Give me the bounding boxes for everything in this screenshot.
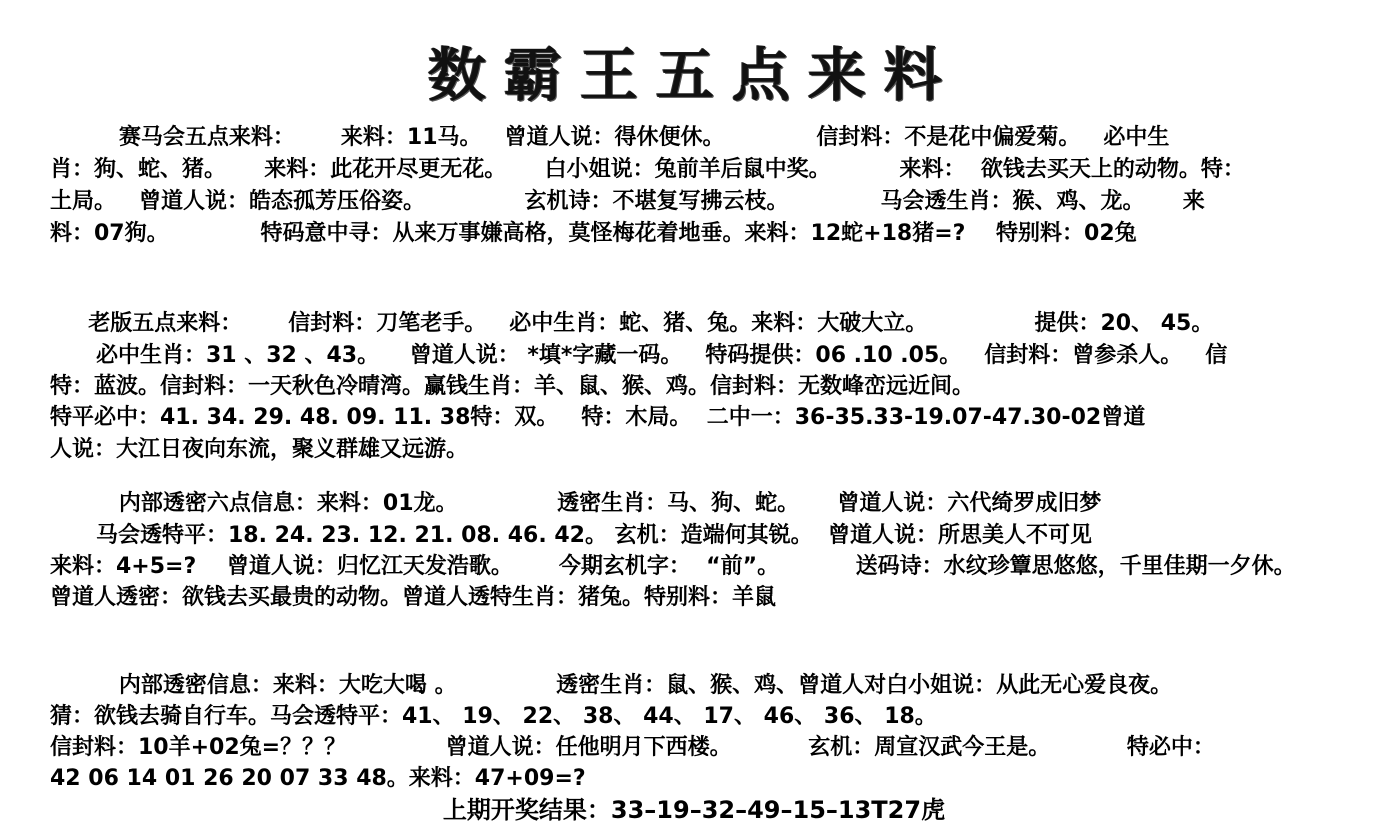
section-4-line-3: 信封料：10羊+02兔=？？？ 曾道人说：任他明月下西楼。 玄机：周宣汉武今王是。 特必中： bbox=[50, 735, 1215, 760]
section-1-line-2: 肖：狗、蛇、猪。 来料：此花开尽更无花。 白小姐说：兔前羊后鼠中奖。 来料： 欲钱去买天上的动物。特： bbox=[50, 157, 1245, 182]
section-2-line-3: 特：蓝波。信封料：一天秋色冷晴湾。赢钱生肖：羊、鼠、猴、鸡。信封料：无数峰峦远近间。 bbox=[50, 374, 975, 399]
section-3-line-4: 曾道人透密：欲钱去买最贵的动物。曾道人透特生肖：猪兔。特别料：羊鼠 bbox=[50, 585, 777, 610]
section-1-line-3: 土局。 曾道人说：皓态孤芳压俗姿。 玄机诗：不堪复写拂云枝。 马会透生肖：猴、鸡、龙。 来 bbox=[50, 189, 1205, 214]
section-1-line-1: 赛马会五点来料： 来料：11马。 曾道人说：得休便休。 信封料：不是花中偏爱菊。 必中生 bbox=[50, 125, 1170, 150]
section-3-line-2: 马会透特平：18. 24. 23. 12. 21. 08. 46. 42。 玄机：造端何其锐。 曾道人说：所思美人不可见 bbox=[50, 523, 1092, 548]
section-4-line-1: 内部透密信息：来料：大吃大喝 。 透密生肖：鼠、猴、鸡、曾道人对白小姐说：从此无心爱良夜。 bbox=[50, 673, 1173, 698]
section-3-line-3: 来料：4+5=? 曾道人说：归忆江天发浩歌。 今期玄机字： “前”。 送码诗：水纹珍簟思悠悠，千里佳期一夕休。 bbox=[50, 554, 1296, 579]
section-2-line-1: 老版五点来料： 信封料：刀笔老手。 必中生肖：蛇、猪、兔。来料：大破大立。 提供：20、 45。 bbox=[50, 311, 1214, 336]
section-2-line-2: 必中生肖：31 、32 、43。 曾道人说： *填*字藏一码。 特码提供：06 .10 .05。 信封料：曾参杀人。 信 bbox=[50, 343, 1228, 368]
page-title: 数霸王五点来料 bbox=[427, 41, 960, 109]
section-4-line-2: 猜：欲钱去骑自行车。马会透特平：41、 19、 22、 38、 44、 17、 46、 36、 18。 bbox=[50, 704, 937, 729]
last-draw-result: 上期开奖结果：33–19–32–49–15–13T27虎 bbox=[442, 796, 946, 824]
section-2-line-5: 人说：大江日夜向东流，聚义群雄又远游。 bbox=[50, 437, 469, 462]
section-2-line-4: 特平必中：41. 34. 29. 48. 09. 11. 38特：双。 特：木局。 二中一：36-35.33-19.07-47.30-02曾道 bbox=[50, 405, 1146, 430]
section-1-line-4: 料：07狗。 特码意中寻：从来万事嫌高格，莫怪梅花着地垂。来料：12蛇+18猪=? 特别料：02兔 bbox=[50, 221, 1137, 246]
section-4-line-4: 42 06 14 01 26 20 07 33 48。来料：47+09=? bbox=[50, 766, 586, 791]
section-3-line-1: 内部透密六点信息：来料：01龙。 透密生肖：马、狗、蛇。 曾道人说：六代绮罗成旧梦 bbox=[50, 491, 1102, 516]
